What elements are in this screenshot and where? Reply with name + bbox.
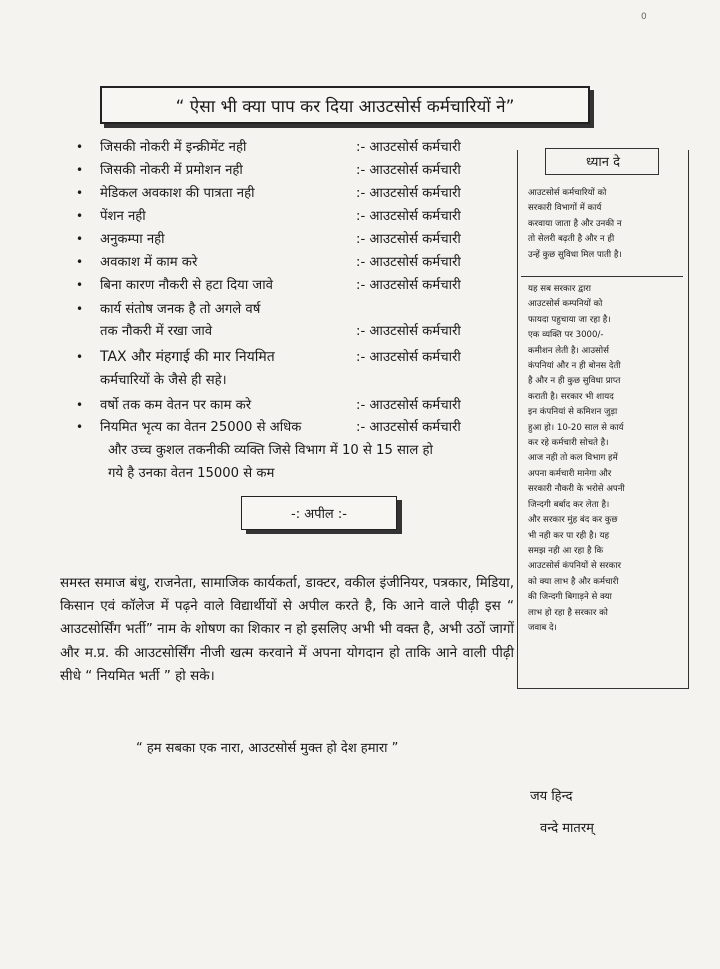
sidebar-line: सरकारी नौकरी के भरोसे अपनी bbox=[528, 484, 625, 495]
sidebar-line: तो सेलरी बढ़ती है और न ही bbox=[528, 234, 615, 245]
extra-text: और उच्च कुशल तकनीकी व्यक्ति जिसे विभाग में 10 से 15 साल हो bbox=[108, 443, 433, 458]
sidebar-line: इन कंपनियां से कमिशन जुड़ा bbox=[528, 407, 618, 418]
item-text: TAX और मंहगाई की मार नियमित bbox=[100, 349, 275, 365]
bullet-icon: • bbox=[76, 163, 84, 177]
sidebar-title: ध्यान दे bbox=[585, 155, 621, 170]
bullet-icon: • bbox=[76, 140, 84, 154]
item-value: :- आउटसोर्स कर्मचारी bbox=[356, 163, 461, 178]
sidebar-line: आउटसोर्स कम्पनियों को bbox=[528, 299, 603, 310]
item-value: :- आउटसोर्स कर्मचारी bbox=[356, 278, 461, 293]
sidebar-line: की जिन्दगी बिगाड़ने से क्या bbox=[528, 592, 612, 603]
item-text: अवकाश में काम करे bbox=[100, 255, 198, 270]
bullet-icon: • bbox=[76, 350, 84, 364]
item-text: पेंशन नही bbox=[100, 209, 146, 224]
item-text: जिसकी नोकरी में इन्क्रीमेंट नही bbox=[100, 140, 247, 155]
sidebar-line: करवाया जाता है और उनकी न bbox=[528, 218, 622, 229]
bullet-icon: • bbox=[76, 278, 84, 292]
bullet-icon: • bbox=[76, 420, 84, 434]
item-text: वर्षो तक कम वेतन पर काम करे bbox=[100, 398, 252, 413]
sidebar-para-2 bbox=[528, 282, 680, 636]
bullet-icon: • bbox=[76, 302, 84, 316]
item-text: कर्मचारियों के जैसे ही सहे। bbox=[100, 373, 227, 388]
item-value: :- आउटसोर्स कर्मचारी bbox=[356, 255, 461, 270]
signoff-vande-mataram: वन्दे मातरम् bbox=[540, 821, 594, 836]
sidebar-line: कराती है। सरकार भी शायद bbox=[528, 391, 614, 402]
bullet-icon: • bbox=[76, 186, 84, 200]
sidebar-line: अपना कर्मचारी मानेगा और bbox=[528, 468, 612, 479]
sidebar-divider bbox=[521, 276, 683, 277]
item-text: नियमित भृत्य का वेतन 25000 से अधिक bbox=[100, 420, 302, 435]
sidebar-line: हुआ हो। 10-20 साल से कार्य bbox=[528, 422, 624, 433]
item-value: :- आउटसोर्स कर्मचारी bbox=[356, 186, 461, 201]
sidebar-line: लाभ हो रहा है सरकार को bbox=[528, 607, 608, 618]
item-value: :- आउटसोर्स कर्मचारी bbox=[356, 420, 461, 435]
item-text: बिना कारण नौकरी से हटा दिया जावे bbox=[100, 278, 273, 293]
item-value: :- आउटसोर्स कर्मचारी bbox=[356, 209, 461, 224]
bullet-icon: • bbox=[76, 209, 84, 223]
sidebar-line: आउटसोर्स कर्मचारियों को bbox=[528, 188, 607, 198]
extra-text: गये है उनका वेतन 15000 से कम bbox=[108, 466, 275, 481]
appeal-heading: -: अपील :- bbox=[291, 507, 347, 522]
item-value: :- आउटसोर्स कर्मचारी bbox=[356, 232, 461, 247]
sidebar-line: सरकारी विभागों में कार्य bbox=[528, 203, 602, 214]
bullet-icon: • bbox=[76, 255, 84, 269]
bullet-icon: • bbox=[76, 232, 84, 246]
sidebar-line: यह सब सरकार द्वारा bbox=[528, 284, 592, 294]
item-text: अनुकम्पा नही bbox=[100, 232, 165, 247]
item-text: तक नौकरी में रखा जावे bbox=[100, 324, 213, 339]
item-text: जिसकी नोकरी में प्रमोशन नही bbox=[100, 163, 243, 178]
sidebar-line: कर रहे कर्मचारी सोचते है। bbox=[528, 438, 609, 449]
sidebar-line: उन्हें कुछ सुविधा मिल पाती है। bbox=[528, 249, 622, 260]
sidebar-line: है और न ही कुछ सुविधा प्राप्त bbox=[528, 376, 621, 387]
sidebar-line: समझ नही आ रहा है कि bbox=[528, 545, 604, 556]
appeal-heading-box bbox=[241, 496, 397, 530]
sidebar-line: कमीशन लेती है। आउसोर्स bbox=[528, 345, 609, 356]
bullet-icon: • bbox=[76, 398, 84, 412]
sidebar-line: एक व्यक्ति पर 3000/- bbox=[528, 330, 604, 341]
page-title: “ ऐसा भी क्या पाप कर दिया आउटसोर्स कर्मचारियों ने” bbox=[175, 96, 515, 117]
slogan: “ हम सबका एक नारा, आउटसोर्स मुक्त हो देश हमारा ” bbox=[136, 741, 399, 756]
sidebar-line: जिन्दगी बर्बाद कर लेता है। bbox=[528, 499, 610, 510]
item-value: :- आउटसोर्स कर्मचारी bbox=[356, 398, 461, 413]
item-text: मेडिकल अवकाश की पात्रता नही bbox=[100, 186, 255, 201]
item-value: :- आउटसोर्स कर्मचारी bbox=[356, 350, 461, 365]
title-box bbox=[100, 86, 590, 124]
item-text: कार्य संतोष जनक है तो अगले वर्ष bbox=[100, 302, 261, 317]
sidebar-line: आज नही तो कल विभाग हमें bbox=[528, 453, 618, 464]
sidebar-line: को क्या लाभ है और कर्मचारी bbox=[528, 576, 619, 587]
appeal-text: समस्त समाज बंधु, राजनेता, सामाजिक कार्यकर्ता, डाक्टर, वकील इंजीनियर, पत्रकार, मिडिया, किसान एवं कॉलेज में पढ़ने वाले विद्यार्थीयों से अपील करते है, कि आने वाले पीढ़ी इस “ आउटसोर्सिंग भर्ती” नाम के शोषण का शिकार न हो इसलिए अभी भी वक्त है, अभी उठों जागों और म.प्र. की आउटसोर्सिंग नीजी खत्म करवाने में अपना योगदान हो ताकि आने वाली पीढ़ी सीधे “ नियमित भर्ती ” हो सके। bbox=[60, 575, 514, 684]
sidebar-line: कंपनियां और न ही बोनस देती bbox=[528, 361, 621, 372]
sidebar-line: फायदा पहुचाया जा रहा है। bbox=[528, 314, 611, 325]
sidebar-line: और सरकार मुंह बंद कर कुछ bbox=[528, 515, 618, 526]
sidebar-line: आउटसोर्स कंपनियों से सरकार bbox=[528, 561, 622, 572]
signoff-jai-hind: जय हिन्द bbox=[530, 789, 573, 804]
page-number: 0 bbox=[641, 12, 647, 22]
item-value: :- आउटसोर्स कर्मचारी bbox=[356, 324, 461, 339]
sidebar-line: जवाब दे। bbox=[528, 622, 557, 633]
item-value: :- आउटसोर्स कर्मचारी bbox=[356, 140, 461, 155]
sidebar-line: भी नही कर पा रही है। यह bbox=[528, 530, 610, 541]
sidebar-para-1 bbox=[528, 186, 680, 263]
